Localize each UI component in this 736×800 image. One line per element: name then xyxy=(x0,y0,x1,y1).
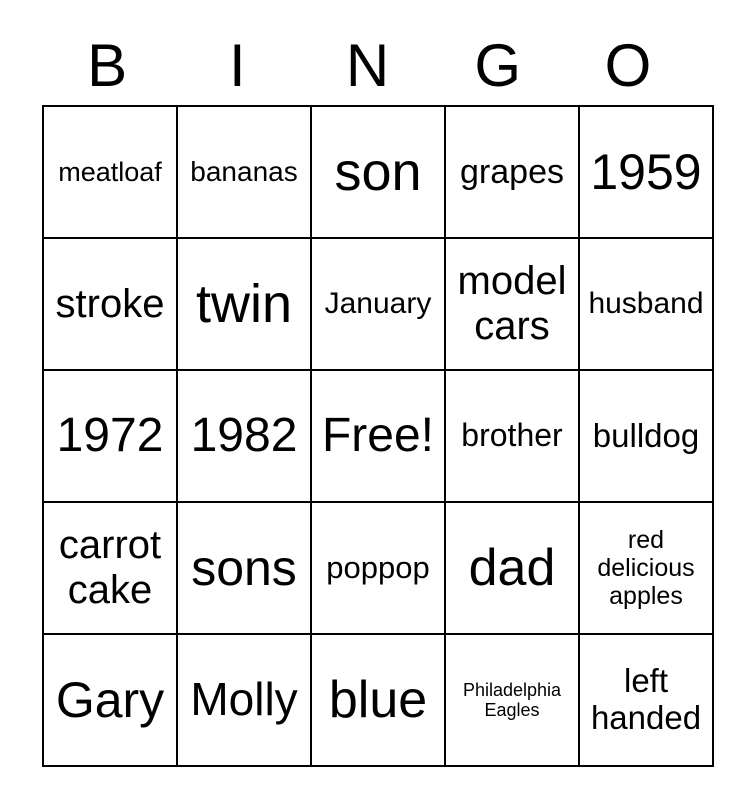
cell-r4c4[interactable]: dad xyxy=(445,502,579,634)
cell-r5c1[interactable]: Gary xyxy=(43,634,177,766)
bingo-row-4 xyxy=(43,502,713,634)
title-letter-g: G xyxy=(474,32,522,99)
cell-r1c2[interactable]: bananas xyxy=(177,106,311,238)
cell-r2c5[interactable]: husband xyxy=(579,238,713,370)
bingo-title xyxy=(42,32,693,99)
cell-r3c5[interactable]: bulldog xyxy=(579,370,713,502)
bingo-grid xyxy=(42,105,714,767)
bingo-row-3 xyxy=(43,370,713,502)
cell-r4c3[interactable]: poppop xyxy=(311,502,445,634)
cell-r1c4[interactable]: grapes xyxy=(445,106,579,238)
cell-r5c3[interactable]: blue xyxy=(311,634,445,766)
cell-r4c2[interactable]: sons xyxy=(177,502,311,634)
cell-r2c3[interactable]: January xyxy=(311,238,445,370)
bingo-row-5 xyxy=(43,634,713,766)
cell-r4c5[interactable]: red delicious apples xyxy=(579,502,713,634)
cell-r1c3[interactable]: son xyxy=(311,106,445,238)
cell-r5c2[interactable]: Molly xyxy=(177,634,311,766)
bingo-row-1 xyxy=(43,106,713,238)
title-letter-i: I xyxy=(228,32,246,99)
cell-r3c4[interactable]: brother xyxy=(445,370,579,502)
cell-r5c5[interactable]: left handed xyxy=(579,634,713,766)
cell-r2c2[interactable]: twin xyxy=(177,238,311,370)
cell-r4c1[interactable]: carrot cake xyxy=(43,502,177,634)
cell-r1c1[interactable]: meatloaf xyxy=(43,106,177,238)
title-letter-o: O xyxy=(604,32,652,99)
title-letter-n: N xyxy=(345,32,390,99)
cell-r2c4[interactable]: model cars xyxy=(445,238,579,370)
cell-r2c1[interactable]: stroke xyxy=(43,238,177,370)
cell-r3c2[interactable]: 1982 xyxy=(177,370,311,502)
cell-r1c5[interactable]: 1959 xyxy=(579,106,713,238)
title-letter-b: B xyxy=(87,32,128,99)
cell-r3c1[interactable]: 1972 xyxy=(43,370,177,502)
cell-r3c3-free[interactable]: Free! xyxy=(311,370,445,502)
bingo-card xyxy=(42,32,704,767)
cell-r5c4[interactable]: Philadelphia Eagles xyxy=(445,634,579,766)
bingo-row-2 xyxy=(43,238,713,370)
